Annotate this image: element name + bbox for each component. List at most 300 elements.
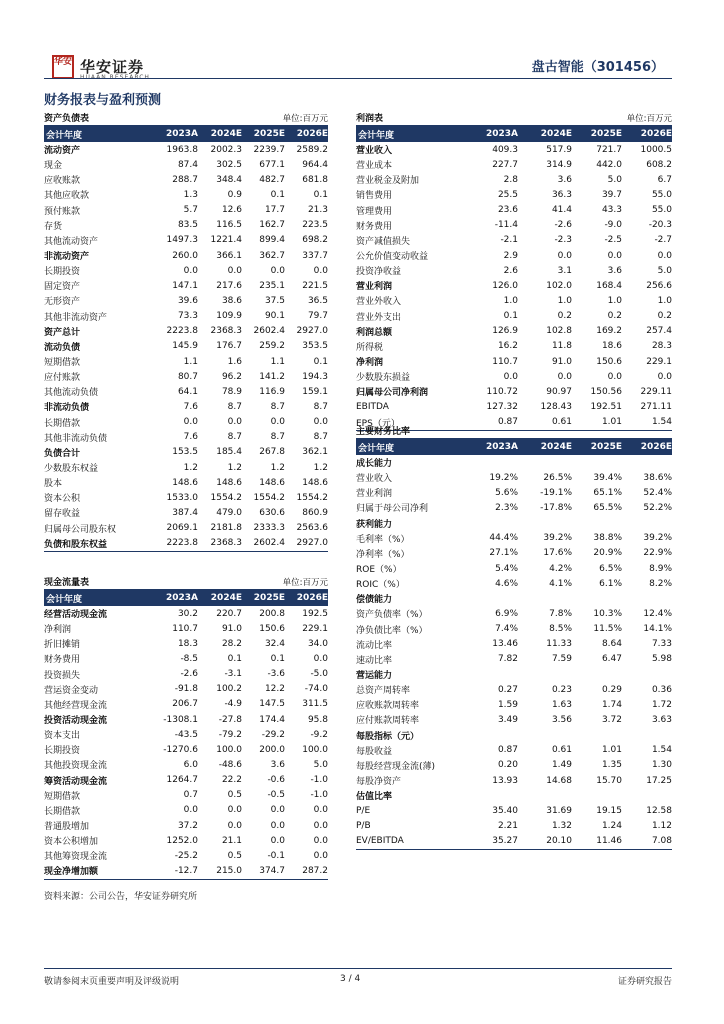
table-row [44, 339, 328, 354]
row-value: 1.63 [551, 699, 572, 710]
row-value: 5.6% [495, 487, 518, 498]
row-value: -2.5 [604, 235, 622, 246]
table-row [44, 757, 328, 772]
table-row [44, 621, 328, 636]
table-row [356, 561, 672, 576]
row-value: 41.4 [551, 205, 572, 216]
table-row [44, 460, 328, 475]
row-value: 150.56 [590, 386, 622, 397]
table-row [44, 818, 328, 833]
row-value: 348.4 [216, 174, 242, 185]
row-value: 259.2 [259, 341, 285, 352]
row-value: 1.01 [601, 417, 622, 428]
row-value: 1.54 [651, 745, 672, 756]
row-value: 110.7 [172, 623, 198, 634]
row-value: -4.9 [224, 699, 242, 710]
row-value: 126.9 [492, 326, 518, 337]
row-value: 1264.7 [166, 775, 198, 786]
table-row [356, 309, 672, 324]
row-value: 1221.4 [210, 235, 242, 246]
row-label: 存货 [44, 221, 63, 232]
row-value: 7.4% [495, 624, 518, 635]
row-label: 非流动资产 [44, 252, 90, 263]
row-value: 1.0 [503, 295, 518, 306]
row-value: 10.3% [593, 608, 622, 619]
table-row [356, 712, 672, 727]
row-value: -2.6 [180, 669, 198, 680]
row-value: 2.8 [503, 174, 518, 185]
table-title-row [44, 576, 328, 590]
row-value: -9.0 [604, 220, 622, 231]
row-value: 18.3 [177, 638, 198, 649]
row-value: 176.7 [216, 341, 242, 352]
table-row [44, 712, 328, 727]
table-row [44, 505, 328, 520]
row-value: 162.7 [259, 220, 285, 231]
row-value: -11.4 [494, 220, 518, 231]
row-value: 8.7 [313, 401, 328, 412]
table-row [44, 218, 328, 233]
row-value: 150.6 [259, 623, 285, 634]
row-value: 194.3 [302, 371, 328, 382]
table-row [44, 863, 328, 878]
row-value: 221.5 [302, 280, 328, 291]
table-row [44, 490, 328, 505]
table-header-row [356, 439, 672, 455]
row-label: 营业税金及附加 [356, 176, 420, 187]
row-value: 20.10 [546, 836, 572, 847]
row-label: EBITDA [356, 401, 389, 412]
row-label: 净利率（%） [356, 549, 410, 560]
header-cell: 会计年度 [46, 594, 83, 605]
row-value: 698.2 [302, 235, 328, 246]
row-value: -19.1% [540, 487, 572, 498]
row-value: 192.51 [590, 401, 622, 412]
row-value: -2.1 [500, 235, 518, 246]
row-value: 25.5 [497, 189, 518, 200]
table-row [44, 521, 328, 536]
row-value: 2.9 [503, 250, 518, 261]
row-label: 速动比率 [356, 655, 393, 666]
row-value: 3.6 [607, 265, 622, 276]
row-value: 0.0 [227, 805, 242, 816]
row-value: -0.6 [267, 775, 285, 786]
row-value: 2223.8 [166, 326, 198, 337]
row-value: 271.11 [640, 401, 672, 412]
row-value: 0.0 [313, 820, 328, 831]
row-value: 44.4% [489, 533, 518, 544]
row-label: 其他流动资产 [44, 236, 99, 247]
row-value: 1252.0 [166, 835, 198, 846]
row-label: EPS（元） [356, 418, 400, 429]
row-value: 192.5 [302, 608, 328, 619]
row-value: -43.5 [174, 729, 198, 740]
row-value: 35.40 [492, 805, 518, 816]
row-value: 0.2 [657, 311, 672, 322]
table-row [356, 500, 672, 515]
row-value: 0.0 [183, 417, 198, 428]
row-value: 1.0 [607, 295, 622, 306]
row-label: 获利能力 [356, 519, 393, 530]
row-value: 0.2 [607, 311, 622, 322]
row-value: 96.2 [221, 371, 242, 382]
row-value: 22.2 [221, 775, 242, 786]
row-value: -0.5 [267, 790, 285, 801]
row-value: 287.2 [302, 865, 328, 876]
row-value: 0.0 [313, 850, 328, 861]
row-value: 608.2 [646, 159, 672, 170]
row-value: 1.0 [657, 295, 672, 306]
row-value: 0.7 [183, 790, 198, 801]
table-row [44, 278, 328, 293]
row-label: ROE（%） [356, 565, 402, 576]
row-value: 0.5 [227, 850, 242, 861]
header-cell: 2024E [210, 129, 242, 139]
row-value: 12.6 [221, 205, 242, 216]
row-value: 148.6 [216, 477, 242, 488]
header-cell: 2023A [165, 593, 198, 603]
row-value: 1554.2 [296, 492, 328, 503]
row-value: 1000.5 [640, 144, 672, 155]
row-value: 91.0 [551, 356, 572, 367]
row-label: 营业利润 [356, 282, 393, 293]
table-row [44, 636, 328, 651]
row-label: 每股经营现金流(薄) [356, 761, 436, 772]
row-value: 2223.8 [166, 538, 198, 549]
row-value: 0.0 [270, 417, 285, 428]
cashflow-table [44, 576, 328, 880]
row-label: 资产负债率（%） [356, 610, 428, 621]
row-value: -91.8 [174, 684, 198, 695]
row-value: 0.0 [607, 371, 622, 382]
table-row [44, 475, 328, 490]
row-value: 148.6 [172, 477, 198, 488]
row-label: 投资活动现金流 [44, 716, 108, 727]
row-value: 168.4 [596, 280, 622, 291]
header-cell: 2025E [253, 129, 285, 139]
row-value: 174.4 [259, 714, 285, 725]
row-value: 681.8 [302, 174, 328, 185]
row-value: 409.3 [492, 144, 518, 155]
row-label: 每股收益 [356, 746, 393, 757]
row-value: 11.46 [596, 836, 622, 847]
row-value: 128.43 [540, 401, 572, 412]
row-value: 19.15 [596, 805, 622, 816]
row-value: 38.6 [221, 295, 242, 306]
row-value: 0.0 [657, 371, 672, 382]
row-value: 102.0 [546, 280, 572, 291]
table-bottom-rule [356, 849, 672, 850]
row-value: 8.7 [227, 401, 242, 412]
row-value: 0.0 [657, 250, 672, 261]
table-header-row [356, 126, 672, 142]
row-value: 4.1% [549, 578, 572, 589]
row-value: 73.3 [177, 311, 198, 322]
row-label: 营运资金变动 [44, 685, 99, 696]
table-row [44, 773, 328, 788]
row-label: 资本公积增加 [44, 837, 99, 848]
row-label: 估值比率 [356, 792, 393, 803]
row-value: 1.32 [551, 820, 572, 831]
row-label: 毛利率（%） [356, 534, 410, 545]
row-value: 55.0 [651, 205, 672, 216]
row-value: -5.0 [310, 669, 328, 680]
table-row [44, 848, 328, 863]
row-label: 负债和股东权益 [44, 539, 108, 550]
table-title: 现金流量表 [44, 578, 90, 588]
row-value: 2181.8 [210, 523, 242, 534]
header-cell: 2023A [485, 129, 518, 139]
row-value: 0.0 [313, 805, 328, 816]
row-value: 109.9 [216, 311, 242, 322]
row-value: 288.7 [172, 174, 198, 185]
row-value: 517.9 [546, 144, 572, 155]
row-value: 8.2% [649, 578, 672, 589]
row-label: 预付账款 [44, 206, 81, 217]
row-value: 14.1% [643, 624, 672, 635]
row-value: 200.8 [259, 608, 285, 619]
row-value: 1.54 [651, 417, 672, 428]
row-label: 财务费用 [44, 655, 81, 666]
table-row [356, 218, 672, 233]
row-value: 1.2 [313, 462, 328, 473]
table-row [356, 455, 672, 470]
header-cell: 2026E [296, 593, 328, 603]
row-value: 1.72 [651, 699, 672, 710]
row-label: 流动资产 [44, 146, 81, 157]
row-label: 总资产周转率 [356, 686, 411, 697]
row-label: 营业收入 [356, 474, 393, 485]
row-value: 39.7 [601, 189, 622, 200]
footer-disclaimer: 敬请参阅末页重要声明及评级说明 [44, 977, 180, 987]
page-number: 3 / 4 [340, 974, 361, 984]
row-value: 8.7 [313, 432, 328, 443]
row-value: 8.7 [270, 432, 285, 443]
row-value: 206.7 [172, 699, 198, 710]
row-value: 64.1 [177, 386, 198, 397]
row-label: 应付账款周转率 [356, 716, 420, 727]
row-value: 116.9 [259, 386, 285, 397]
company-title: 盘古智能（301456） [531, 60, 664, 75]
table-row [356, 233, 672, 248]
row-value: 302.5 [216, 159, 242, 170]
row-label: 短期借款 [44, 358, 81, 369]
row-value: 2069.1 [166, 523, 198, 534]
income-statement-table [356, 112, 672, 431]
row-value: 13.46 [492, 639, 518, 650]
row-value: 1.0 [557, 295, 572, 306]
row-value: 8.5% [549, 624, 572, 635]
row-value: 256.6 [646, 280, 672, 291]
row-value: 147.1 [172, 280, 198, 291]
table-row [356, 187, 672, 202]
row-value: 0.29 [601, 684, 622, 695]
table-row [356, 470, 672, 485]
row-value: 7.8% [549, 608, 572, 619]
table-row [44, 248, 328, 263]
row-value: 0.0 [183, 805, 198, 816]
row-value: 87.4 [177, 159, 198, 170]
table-row [44, 833, 328, 848]
header-cell: 2024E [540, 442, 572, 452]
row-value: 1533.0 [166, 492, 198, 503]
row-label: 非流动负债 [44, 403, 90, 414]
row-label: 营运能力 [356, 671, 393, 682]
table-row [44, 697, 328, 712]
row-label: 营业成本 [356, 161, 393, 172]
row-label: 成长能力 [356, 459, 393, 470]
row-value: 80.7 [177, 371, 198, 382]
row-value: 148.6 [259, 477, 285, 488]
row-value: 1.24 [601, 820, 622, 831]
row-value: -79.2 [218, 729, 242, 740]
row-value: 5.0 [657, 265, 672, 276]
row-value: 0.0 [270, 265, 285, 276]
row-value: 5.0 [313, 759, 328, 770]
row-label: ROIC（%） [356, 580, 405, 591]
row-value: 8.7 [270, 401, 285, 412]
table-row [44, 536, 328, 551]
row-label: P/B [356, 820, 371, 831]
row-value: 1.35 [601, 760, 622, 771]
row-value: 442.0 [596, 159, 622, 170]
row-label: 归属母公司净利润 [356, 388, 429, 399]
row-value: 0.0 [313, 417, 328, 428]
row-value: 147.5 [259, 699, 285, 710]
header-cell: 2024E [210, 593, 242, 603]
row-value: 31.69 [546, 805, 572, 816]
table-row [44, 384, 328, 399]
row-value: 7.82 [497, 654, 518, 665]
row-label: 所得税 [356, 342, 384, 353]
table-row [356, 248, 672, 263]
row-value: 39.6 [177, 295, 198, 306]
table-row [356, 652, 672, 667]
row-value: 78.9 [221, 386, 242, 397]
row-value: -2.6 [554, 220, 572, 231]
row-value: 7.08 [651, 836, 672, 847]
row-value: 3.1 [557, 265, 572, 276]
row-value: 1963.8 [166, 144, 198, 155]
row-value: 229.11 [640, 386, 672, 397]
row-value: 267.8 [259, 447, 285, 458]
row-label: 其他经营现金流 [44, 700, 108, 711]
row-value: 0.0 [503, 371, 518, 382]
row-value: 148.6 [302, 477, 328, 488]
row-value: 0.2 [557, 311, 572, 322]
footer-divider [44, 968, 672, 969]
table-row [356, 339, 672, 354]
row-value: 1.30 [651, 760, 672, 771]
row-value: 1.59 [497, 699, 518, 710]
row-value: 8.64 [601, 639, 622, 650]
row-value: 200.0 [259, 744, 285, 755]
row-value: 860.9 [302, 507, 328, 518]
row-value: 127.32 [486, 401, 518, 412]
row-value: 23.6 [497, 205, 518, 216]
table-row [44, 430, 328, 445]
row-value: 0.61 [551, 417, 572, 428]
table-row [44, 157, 328, 172]
row-value: 353.5 [302, 341, 328, 352]
table-row [44, 606, 328, 621]
table-row [356, 697, 672, 712]
row-value: 0.0 [270, 835, 285, 846]
row-value: 12.4% [643, 608, 672, 619]
row-value: 899.4 [259, 235, 285, 246]
header-cell: 2023A [165, 129, 198, 139]
row-value: 0.87 [497, 417, 518, 428]
row-value: -25.2 [174, 850, 198, 861]
row-value: 0.0 [227, 820, 242, 831]
row-value: 2.3% [495, 502, 518, 513]
table-title-row [44, 112, 328, 126]
row-label: 公允价值变动收益 [356, 252, 429, 263]
row-value: 1.1 [270, 356, 285, 367]
row-value: 16.2 [497, 341, 518, 352]
row-value: 1.6 [227, 356, 242, 367]
row-value: 1.01 [601, 745, 622, 756]
row-value: 5.98 [651, 654, 672, 665]
row-value: 0.0 [270, 805, 285, 816]
table-row [356, 516, 672, 531]
row-label: 利润总额 [356, 327, 393, 338]
row-label: 负债合计 [44, 448, 81, 459]
row-value: 260.0 [172, 250, 198, 261]
row-value: 5.4% [495, 563, 518, 574]
table-row [356, 384, 672, 399]
row-value: 12.2 [264, 684, 285, 695]
row-label: 其他筹资现金流 [44, 852, 108, 863]
row-value: 18.6 [601, 341, 622, 352]
row-value: 1.74 [601, 699, 622, 710]
row-value: -12.7 [174, 865, 198, 876]
row-value: -1.0 [310, 790, 328, 801]
table-row [356, 743, 672, 758]
row-label: 其他非流动负债 [44, 433, 108, 444]
row-value: -8.5 [180, 653, 198, 664]
row-value: 374.7 [259, 865, 285, 876]
row-value: 2602.4 [253, 326, 285, 337]
row-label: 财务费用 [356, 221, 393, 232]
table-title-row [356, 112, 672, 126]
row-value: 21.1 [221, 835, 242, 846]
row-value: 95.8 [307, 714, 328, 725]
table-row [44, 399, 328, 414]
row-value: 0.1 [270, 653, 285, 664]
row-value: 36.5 [307, 295, 328, 306]
row-value: 223.5 [302, 220, 328, 231]
table-title: 资产负债表 [44, 114, 90, 124]
row-value: 38.8% [593, 533, 622, 544]
row-value: 362.7 [259, 250, 285, 261]
row-label: 流动比率 [356, 640, 393, 651]
row-value: 7.59 [551, 654, 572, 665]
row-value: 4.6% [495, 578, 518, 589]
row-label: 其他非流动资产 [44, 312, 108, 323]
row-value: 2368.3 [210, 538, 242, 549]
table-row [356, 788, 672, 803]
table-row [356, 293, 672, 308]
row-label: 营业利润 [356, 489, 393, 500]
table-row [44, 667, 328, 682]
table-row [44, 309, 328, 324]
row-value: 0.0 [607, 250, 622, 261]
row-value: -1.0 [310, 775, 328, 786]
row-value: 17.6% [543, 548, 572, 559]
row-value: 43.3 [601, 205, 622, 216]
row-value: 2927.0 [296, 538, 328, 549]
